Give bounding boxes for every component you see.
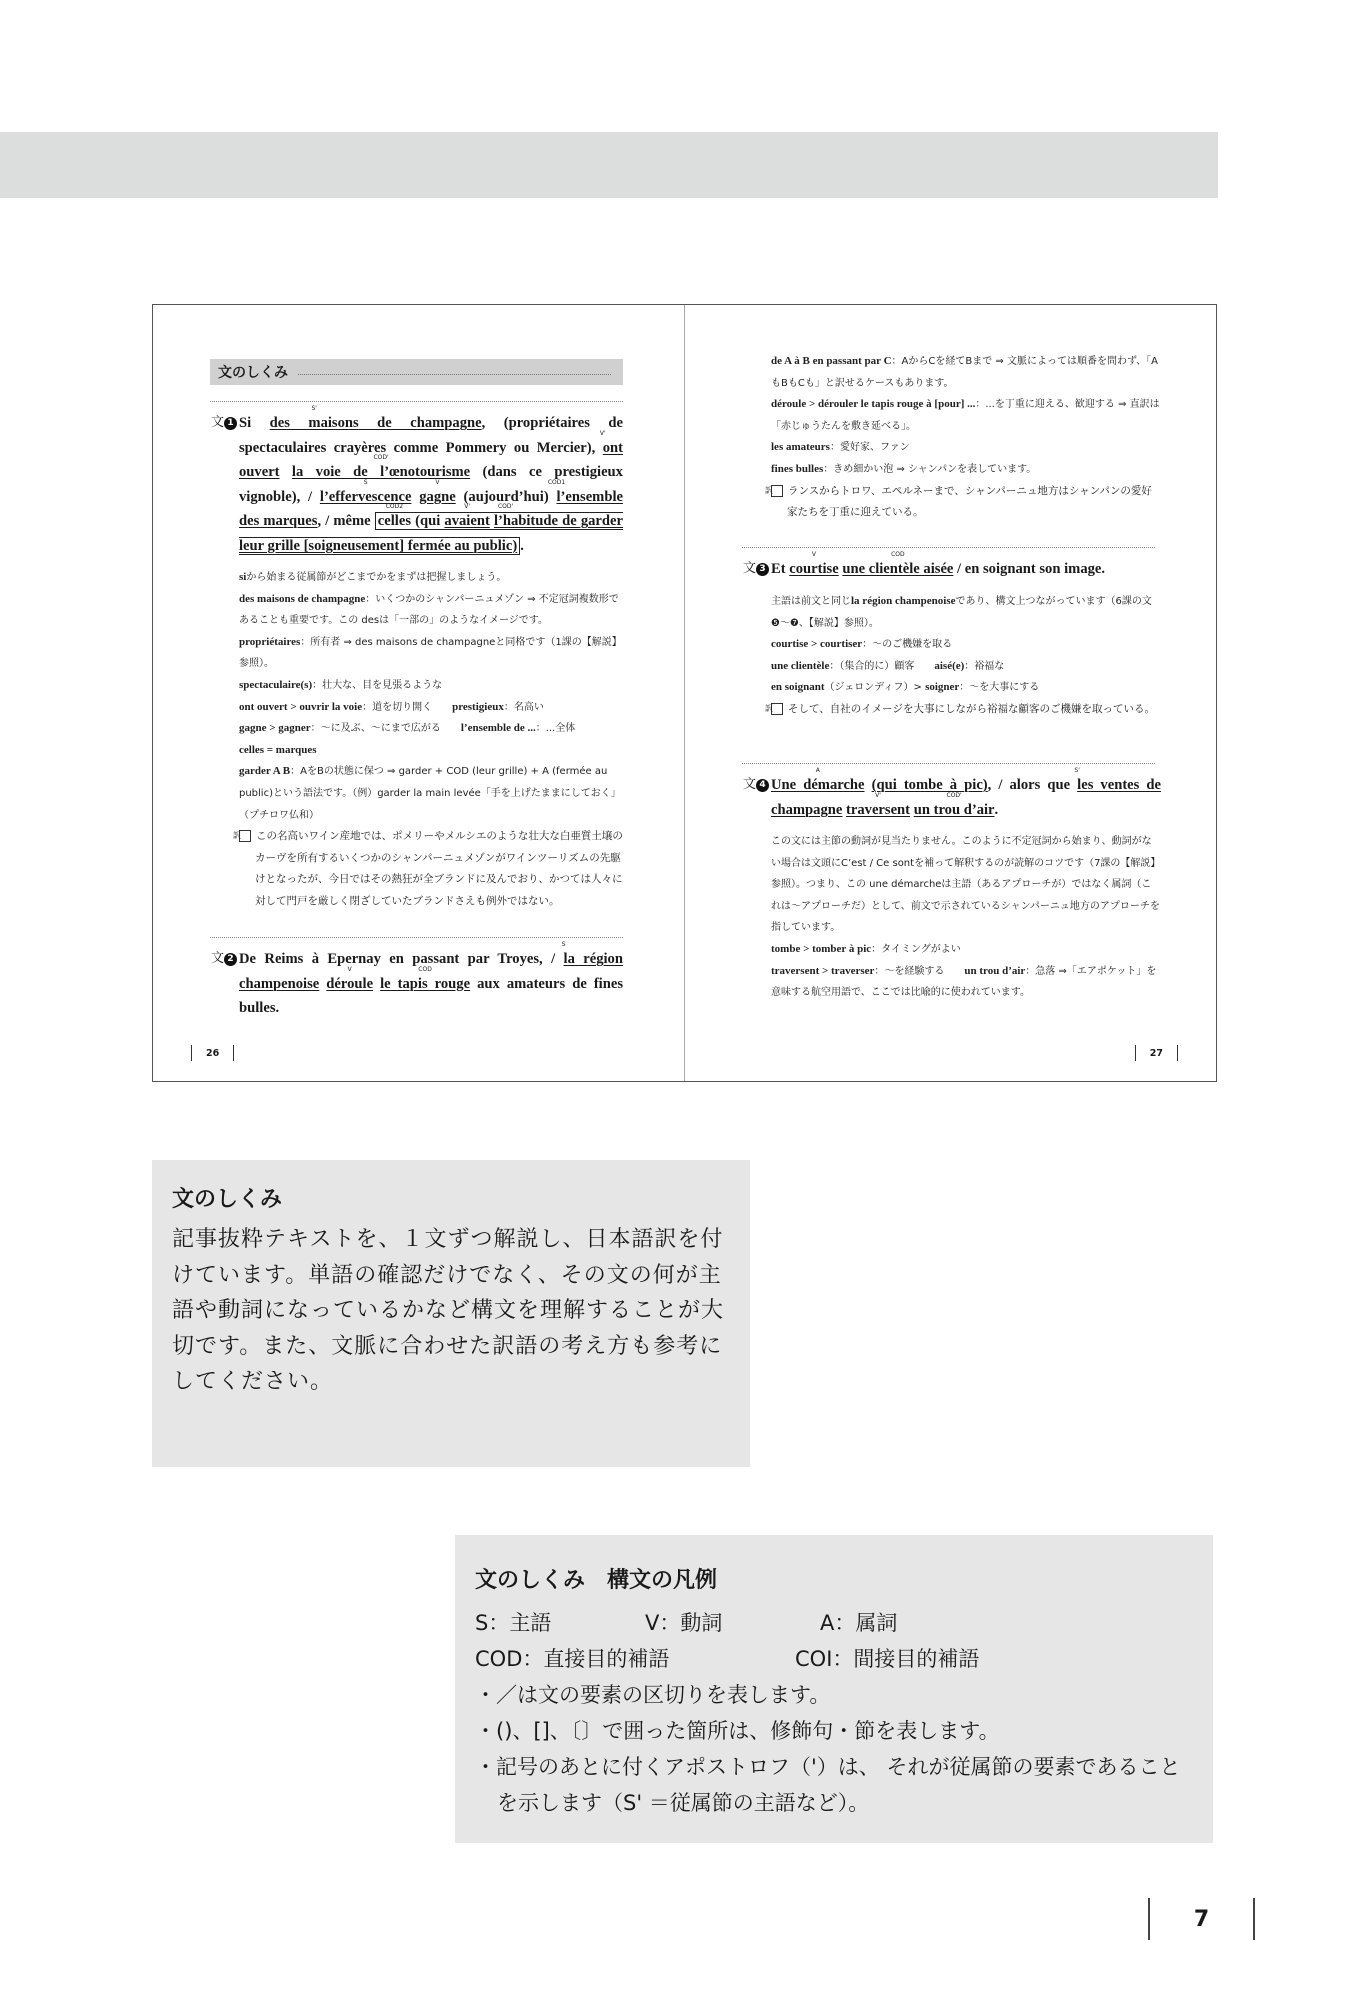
notes-sentence-2 [765, 351, 1161, 524]
translation-badge: 訳 [771, 703, 783, 715]
legend-row-2: COD：直接目的補語 COI：間接目的補語 [475, 1647, 980, 1671]
grammar-tag: V' [875, 791, 881, 799]
note-line: gagne > gagner：〜に及ぶ、〜にまで広がる l’ensemble de ...：...全体 [239, 722, 576, 735]
info-box [152, 1160, 750, 1467]
sentence-number: 文 3 [743, 557, 769, 582]
legend-bullet: ・／は文の要素の区切りを表します。 [475, 1683, 831, 1707]
subject-phrase: les ventes de champagne S' [771, 767, 1161, 818]
object-phrase: une clientèle aisée COD [842, 551, 954, 577]
attribute-phrase: Une démarche A [771, 767, 865, 793]
note-line: spectaculaire(s)：壮大な、目を見張るような [239, 678, 443, 691]
grammar-tag: A [815, 767, 820, 774]
note-line: ont ouvert > ouvrir la voie：道を切り開く prestigieux：名高い [239, 700, 544, 713]
legend-bullet: ・記号のあとに付くアポストロフ（'）は、 それが従属節の要素であることを示します（S' ＝従属節の主語など）。 [475, 1755, 1181, 1815]
grammar-tag: S [363, 478, 368, 486]
translation-3: 訳 そして、自社のイメージを大事にしながら裕福な顧客のご機嫌を取っている。 [765, 702, 1155, 715]
header-band [0, 132, 1218, 198]
object-phrase: la voie de l’œnotourisme COD' [291, 454, 471, 480]
sentence-number: 文 1 [211, 411, 237, 436]
legend-box [455, 1535, 1213, 1843]
subject-phrase: la région champenoise S [239, 941, 623, 992]
grammar-tag: COD' [946, 791, 962, 799]
right-page [685, 305, 1216, 1081]
sentence-1: 文 1 Si des maisons S' de champagne, (propriétaires de spectaculaires crayères comme Pommery ou Mercier), ont ouvert V' la voie de l’œnotourisme COD' (dans ce prestigieux vignoble), / l’effervescence S gagne V (aujourd’hui) l’ensemble des marques COD1 , / même celles COD2 (qui avaient V' l’habitude de garder leur grille [soigneusement] fermée au public) COD' . [211, 405, 624, 554]
page-number-right: 27 [1135, 1045, 1178, 1061]
dotted-divider [210, 937, 623, 938]
left-page [153, 305, 684, 1081]
grammar-tag: S [561, 941, 566, 948]
note-line: traversent > traverser：〜を経験する un trou d’air：急落 ⇒「エアポケット」を意味する航空用語で、ここでは比喩的に使われています。 [771, 964, 1157, 999]
object-phrase: le tapis rouge COD [380, 965, 471, 992]
book-spread-sample [152, 304, 1217, 1082]
note-intro: この文には主節の動詞が見当たりません。このように不定冠詞から始まり、動詞がない場合は文頭にC’est / Ce sontを補って解釈するのが読解のコツです（7課の【解説】参照）。つまり、この une démarcheは主語（あるアプローチが）ではなく属詞（これは〜アプローチだ）として、前文で示されているシャンパーニュ地方のアプローチを指しています。 [771, 836, 1161, 934]
note-line: celles = marques [239, 743, 317, 756]
object-phrase: l’ensemble des marques COD1 [239, 478, 623, 529]
translation-1: 訳 この名高いワイン産地では、ポメリーやメルシエのような壮大な白亜質土壌のカーヴを所有するいくつかのシャンパーニュメゾンがワインツーリズムの先駆けとなったが、今日ではその熱狂が全ブランドに及んでおり、かつては人々に対して門戸を厳しく閉ざしていたブランドさえも例外ではない。 [233, 830, 623, 907]
notes-sentence-1 [233, 567, 623, 913]
note-line: garder A B：AをBの状態に保つ ⇒ garder + COD (leur grille) + A (fermée au public)という語法です。（例）garder la main levée「手を上げたままにしておく」（プチロワ仏和） [239, 765, 621, 821]
note-line: courtise > courtiser：〜のご機嫌を取る [771, 638, 953, 651]
legend-title: 文のしくみ 構文の凡例 [475, 1568, 718, 1593]
grammar-tag: COD2 [385, 503, 404, 510]
grammar-tag: S' [1074, 767, 1080, 774]
dotted-divider [742, 547, 1155, 548]
note-line: des maisons de champagne：いくつかのシャンパーニュメゾン ⇒ 不定冠詞複数形であることも重要です。この desは「一部の」のようなイメージです。 [239, 592, 619, 627]
grammar-tag: V [435, 478, 440, 486]
grammar-tag: COD' [497, 503, 514, 510]
verb-phrase: traversent V' [846, 791, 911, 818]
note-line: déroule > dérouler le tapis rouge à [pour] ...：...を丁重に迎える、歓迎する ⇒ 直訳は「赤じゅうたんを敷き延べる」。 [771, 398, 1160, 432]
dotted-divider [210, 401, 623, 402]
boxed-clause: celles COD2 (qui avaient V' l’habitude de garder leur grille [soigneusement] fermée au public) COD' [239, 503, 623, 554]
info-box-title: 文のしくみ [172, 1187, 283, 1212]
grammar-tag: COD' [373, 454, 389, 461]
sentence-2: 文 2 De Reims à Epernay en passant par Troyes, / la région champenoise S déroule V le tapis rouge COD aux amateurs de fines bulles. [211, 941, 624, 1016]
note-line: fines bulles：きめ細かい泡 ⇒ シャンパンを表しています。 [771, 462, 1037, 475]
section-title: 文のしくみ [218, 365, 288, 381]
grammar-tag: S' [311, 405, 317, 412]
verb-phrase: ont ouvert V' [239, 429, 623, 480]
verb-phrase: courtise V [789, 551, 839, 577]
grammar-tag: V [347, 965, 352, 973]
legend-bullet: ・()、[]、〔〕で囲った箇所は、修飾句・節を表します。 [475, 1719, 1000, 1743]
grammar-tag: V [811, 551, 817, 558]
note-line: les amateurs：愛好家、ファン [771, 441, 910, 454]
translation-badge: 訳 [239, 830, 251, 842]
note-line: siから始まる従属節がどこまでかをまずは把握しましょう。 [239, 571, 507, 583]
page-number: 7 [1148, 1898, 1255, 1940]
sentence-3: 文 3 Et courtise V une clientèle aisée COD / en soignant son image. [771, 557, 1161, 582]
sentence-number: 文 4 [743, 773, 769, 798]
subject-phrase: des maisons S' [269, 405, 359, 431]
note-line: propriétaires：所有者 ⇒ des maisons de champagneと同格です（1課の【解説】参照）。 [239, 635, 622, 670]
translation-2: 訳 ランスからトロワ、エペルネーまで、シャンパーニュ地方はシャンパンの愛好家たちを丁重に迎えている。 [765, 484, 1152, 519]
object-phrase: un trou d’air COD' [913, 791, 995, 818]
grammar-tag: COD [891, 551, 905, 558]
page-number-left: 26 [191, 1045, 234, 1061]
verb-phrase: gagne V [419, 478, 456, 505]
subject-phrase: l’effervescence S [319, 478, 412, 505]
note-line: tombe > tomber à pic：タイミングがよい [771, 942, 961, 955]
note-line: de A à B en passant par C：AからCを経てBまで ⇒ 文脈によっては順番を問わず、「AもBもCも」と訳せるケースもあります。 [771, 355, 1158, 389]
notes-sentence-4 [771, 831, 1161, 1004]
translation-badge: 訳 [771, 485, 783, 497]
section-heading [210, 359, 623, 385]
grammar-tag: COD1 [547, 478, 566, 486]
info-box-body: 記事抜粋テキストを、１文ずつ解説し、日本語訳を付けています。単語の確認だけでなく、その文の何が主語や動詞になっているかなど構文を理解することが大切です。また、文脈に合わせた訳語の考え方も参考にしてください。 [172, 1227, 725, 1394]
note-line: 主語は前文と同じla région champenoiseであり、構文上つながっています（6課の文❺〜❼、【解説】参照）。 [771, 595, 1152, 629]
notes-sentence-3 [765, 591, 1161, 721]
grammar-tag: V' [599, 429, 606, 437]
sentence-number: 文 2 [211, 947, 237, 972]
sentence-4: 文 4 Une démarche A (qui tombe à pic), / alors que les ventes de champagne S' traversent V' un trou d’air COD' . [743, 767, 1161, 818]
note-line: en soignant（ジェロンディフ）> soigner：〜を大事にする [771, 681, 1040, 694]
verb-phrase: déroule V [326, 965, 374, 992]
legend-row-1: S：主語 V：動詞 A：属詞 [475, 1611, 898, 1635]
grammar-tag: V' [464, 503, 470, 510]
grammar-tag: COD [418, 965, 432, 973]
note-line: une clientèle：（集合的に）顧客 aisé(e)：裕福な [771, 659, 1005, 672]
dotted-rule [298, 374, 611, 375]
dotted-divider [742, 763, 1155, 764]
